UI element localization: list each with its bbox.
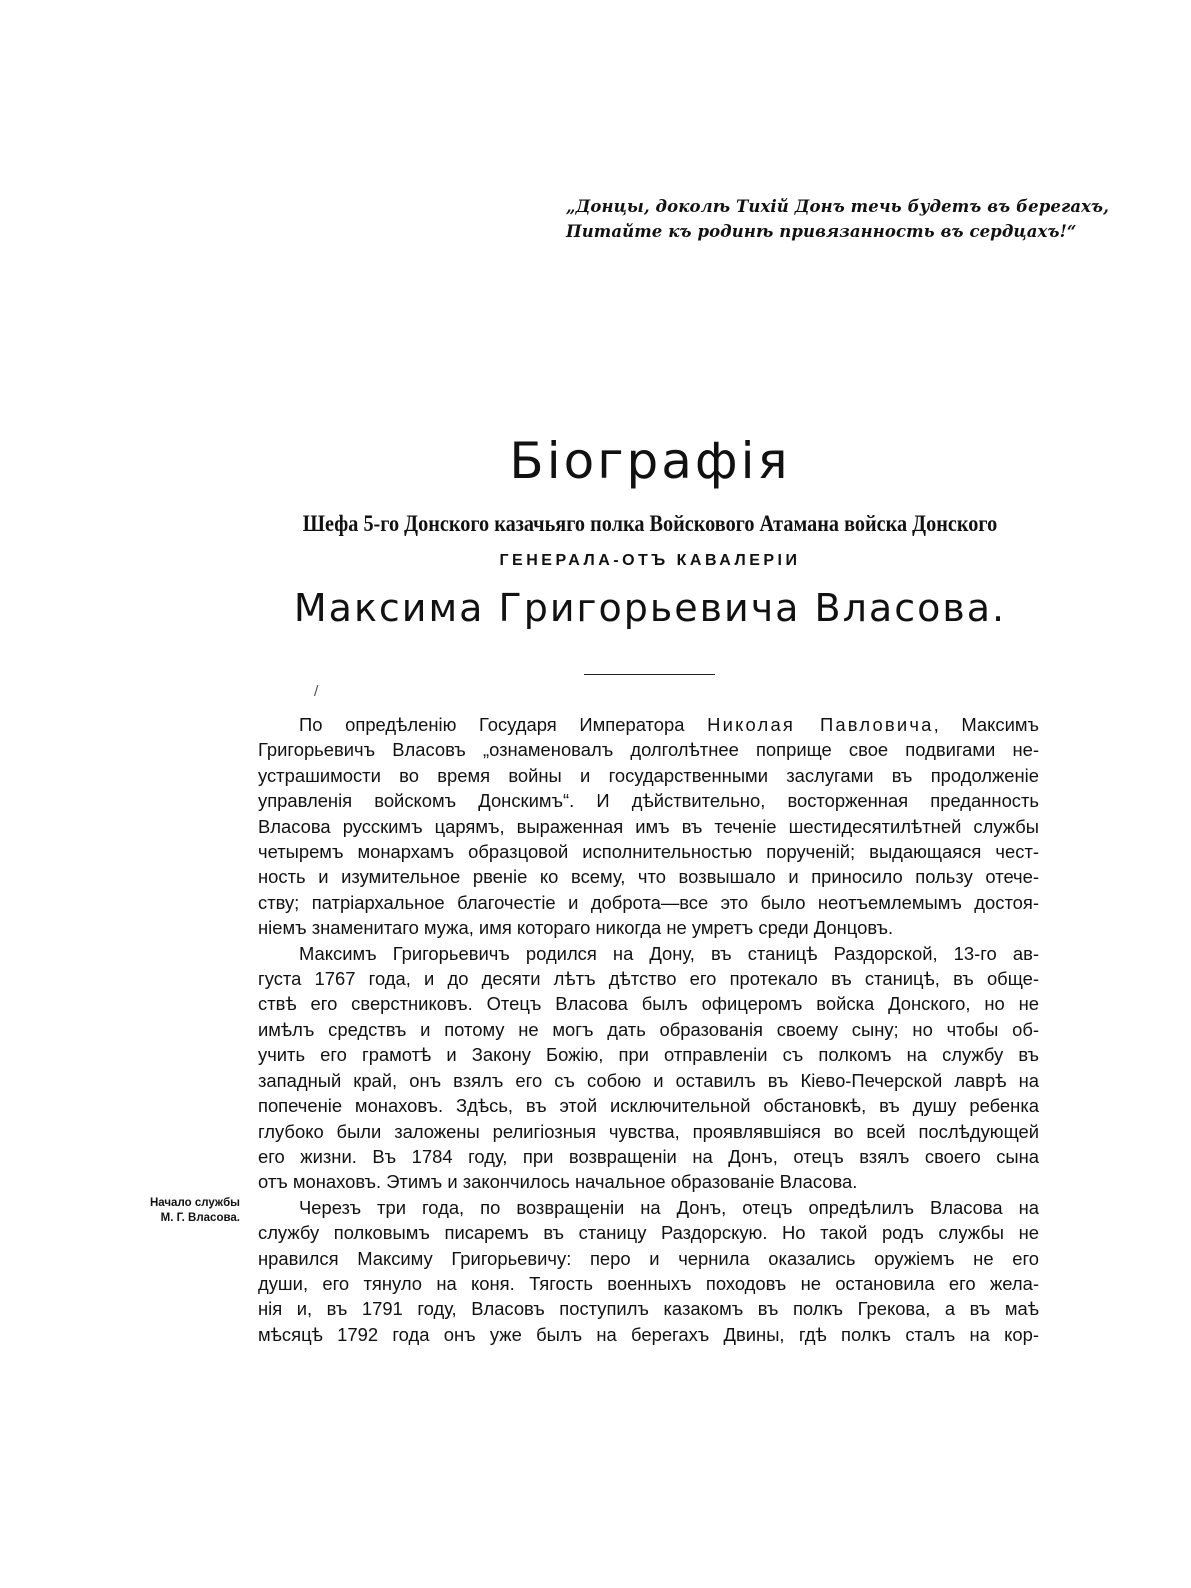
text-line: устрашимости во время войны и государственными заслугами въ продолженіе [258,764,1039,786]
text-run: По опредѣленію Государя Императора [299,714,685,735]
text-line: ствѣ его сверстниковъ. Отецъ Власова былъ офицеромъ войска Донского, но не [258,993,1039,1015]
text-line: попеченіе монаховъ. Здѣсь, въ этой исключительной обстановкѣ, въ душу ребенка [258,1095,1039,1117]
text-run: , Максимъ [933,714,1039,735]
paragraph-3 [258,1195,1039,1347]
paragraph-2 [258,941,1039,1195]
margin-note [120,1196,240,1226]
text-line: отъ монаховъ. Этимъ и закончилось начальное образованіе Власова. [258,1171,858,1193]
text-line: ніемъ знаменитаго мужа, имя котораго никогда не умретъ среди Донцовъ. [258,917,894,939]
text-line: учить его грамотѣ и Закону Божію, при отправленіи съ полкомъ на службу въ [258,1044,1039,1066]
epigraph [566,194,1109,244]
paragraph-1 [258,712,1039,941]
stray-mark: / [314,684,319,699]
text-line: Власова русскимъ царямъ, выраженная имъ въ теченіе шестидесятилѣтней службы [258,815,1039,837]
text-line: ность и изумительное рвеніе ко всему, что возвышало и приносило пользу отече- [258,866,1039,888]
text-line: глубоко были заложены религіозныя чувства, проявлявшіяся во всей послѣдующей [258,1120,1039,1142]
text-line: густа 1767 года, и до десяти лѣтъ дѣтство его протекало въ станицѣ, въ обще- [258,968,1039,990]
epigraph-line: „Донцы, доколѣ Тихій Донъ течь будетъ въ берегахъ, [566,197,1109,216]
text-line: ству; патріархальное благочестіе и доброта—все это было неотъемлемымъ достоя- [258,891,1039,913]
page-title: Біографія [509,432,791,490]
text-line: нравился Максиму Григорьевичу: перо и чернила оказались оружіемъ не его [258,1247,1039,1269]
text-line: нія и, въ 1791 году, Власовъ поступилъ казакомъ въ полкъ Грекова, а въ маѣ [258,1298,1039,1320]
body-text [258,712,1039,1347]
title-block [240,430,1060,634]
title-divider [584,674,715,675]
text-line: души, его тянуло на коня. Тягость военныхъ походовъ не остановила его жела- [258,1272,1039,1294]
emphasized-name: Николая Павловича [707,714,934,735]
text-line: его жизни. Въ 1784 году, при возвращеніи на Донъ, отецъ взялъ своего сына [258,1145,1039,1167]
subtitle: Шефа 5-го Донского казачьяго полка Войскового Атамана войска Донского [302,511,998,536]
text-line: Черезъ три года, по возвращеніи на Донъ, отецъ опредѣлилъ Власова на [299,1196,1039,1218]
text-line: Григорьевичъ Власовъ „ознаменовалъ долголѣтнее поприще свое подвигами не- [258,739,1039,761]
rank-heading: ГЕНЕРАЛА-ОТЪ КАВАЛЕРІИ [499,552,801,569]
margin-note-line: Начало службы [149,1197,240,1209]
text-line: имѣлъ средствъ и потому не могъ дать образованія своему сыну; но чтобы об- [258,1018,1039,1040]
text-line: мѣсяцѣ 1792 года онъ уже былъ на берегахъ Двины, гдѣ полкъ сталъ на кор- [258,1323,1039,1345]
person-name-heading: Максима Григорьевича Власова. [293,586,1007,630]
margin-note-line: М. Г. Власова. [160,1212,240,1224]
text-line: четыремъ монархамъ образцовой исполнительностью порученій; выдающаяся чест- [258,841,1039,863]
text-line: западный край, онъ взялъ его съ собою и оставилъ въ Кіево-Печерской лаврѣ на [258,1069,1039,1091]
text-line: управленія войскомъ Донскимъ“. И дѣйствительно, восторженная преданность [258,790,1039,812]
text-line: Максимъ Григорьевичъ родился на Дону, въ станицѣ Раздорской, 13-го ав- [299,942,1039,964]
text-line: службу полковымъ писаремъ въ станицу Раздорскую. Но такой родъ службы не [258,1222,1039,1244]
text-line [258,712,1039,737]
epigraph-line: Питайте къ родинѣ привязанность въ сердцахъ!“ [566,222,1077,241]
